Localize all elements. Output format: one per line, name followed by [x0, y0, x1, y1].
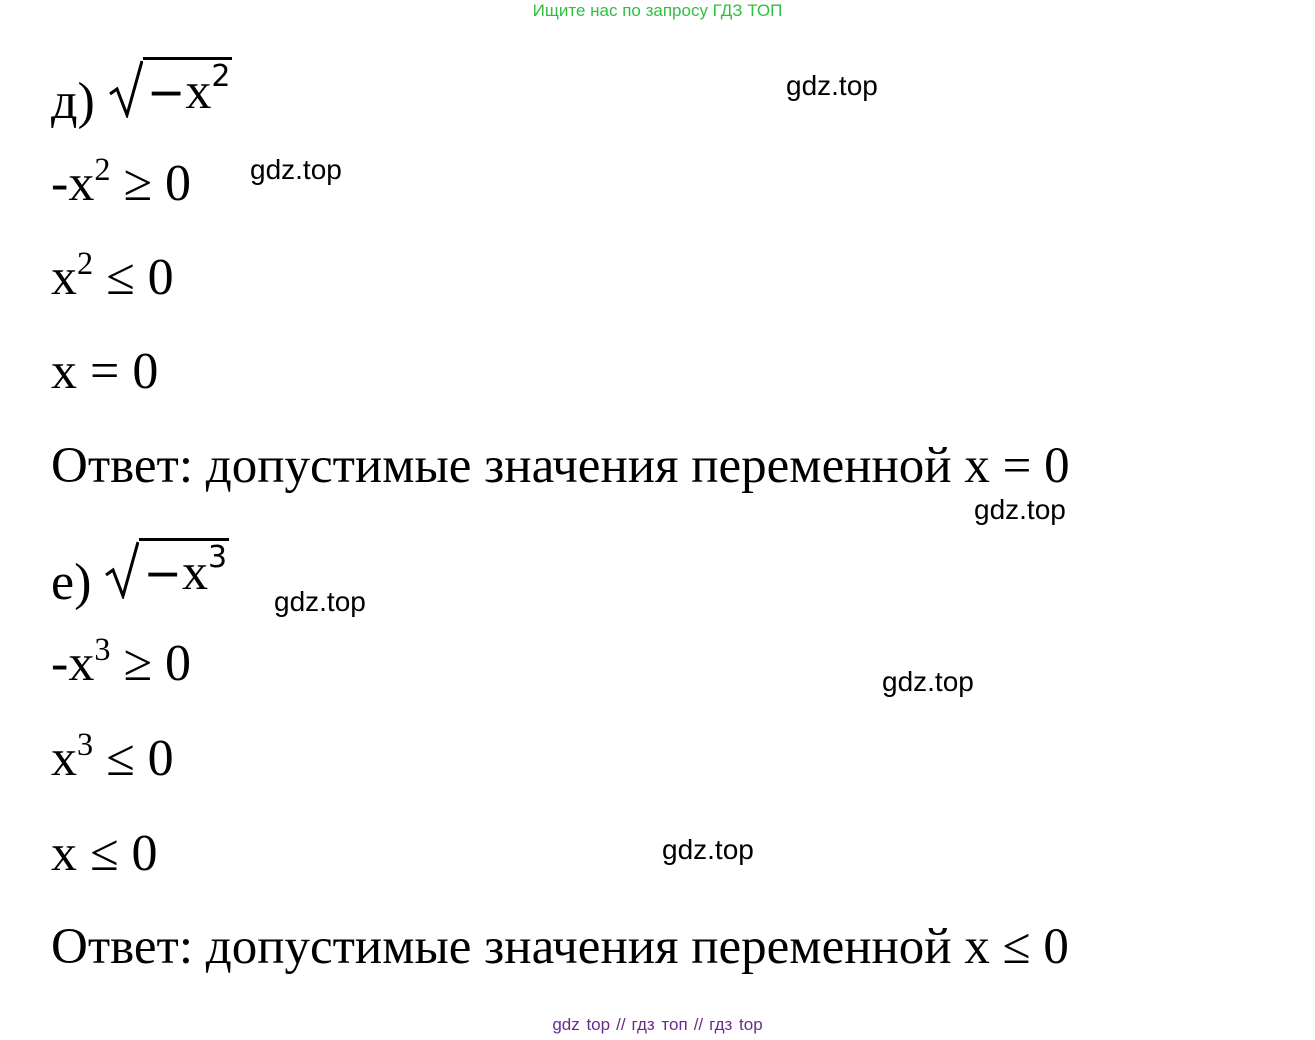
footer-separator: //: [693, 1015, 704, 1034]
part-e-radicand-sign: −: [143, 546, 182, 600]
footer-link-gdz-top-mixed[interactable]: гдз top: [709, 1015, 763, 1034]
footer-link-gdz-top[interactable]: gdz top: [552, 1015, 611, 1034]
part-d-radicand-var: x: [185, 63, 212, 120]
footer-link-gdz-top-ru[interactable]: гдз топ: [631, 1015, 688, 1034]
top-banner: Ищите нас по запросу ГДЗ ТОП: [532, 1, 783, 20]
sqrt-sign-icon: [109, 60, 143, 118]
footer-links: [0, 1015, 1315, 1035]
part-e-answer: Ответ: допустимые значения переменной x ≤ 0: [51, 919, 1069, 975]
watermark-text: gdz.top: [274, 586, 366, 617]
part-d-sqrt: [109, 57, 233, 118]
part-e-step2: [51, 726, 174, 787]
part-e-sqrt: [105, 538, 229, 599]
part-d-step1: [51, 151, 191, 212]
part-e-step1-lhs: -x: [51, 635, 95, 692]
part-d-step2: [51, 245, 174, 306]
part-d-answer: Ответ: допустимые значения переменной x = 0: [51, 438, 1070, 494]
watermark-text: gdz.top: [786, 70, 878, 101]
watermark-text: gdz.top: [882, 666, 974, 697]
watermark-text: gdz.top: [662, 834, 754, 865]
part-d-radicand-exp: 2: [211, 59, 231, 94]
part-d-step1-exp: 2: [94, 151, 111, 188]
part-e-header: [51, 538, 229, 609]
sqrt-sign-icon: [105, 541, 139, 599]
part-e-radicand-var: x: [181, 544, 208, 601]
part-e-step2-lhs: x: [51, 730, 77, 787]
part-e-label: е): [51, 554, 92, 611]
part-d-header: [51, 57, 232, 128]
part-d-step3: x = 0: [51, 343, 159, 400]
part-d-step2-exp: 2: [77, 245, 94, 282]
part-e-step3: x ≤ 0: [51, 825, 158, 882]
part-d-radicand: [143, 57, 233, 118]
part-e-step2-exp: 3: [77, 726, 94, 763]
part-e-radicand: [139, 538, 229, 599]
part-d-step1-lhs: -x: [51, 155, 95, 212]
part-e-step1-exp: 3: [94, 631, 111, 668]
part-d-label: д): [51, 73, 95, 130]
watermark-text: gdz.top: [250, 154, 342, 185]
part-e-step2-rhs: ≤ 0: [93, 730, 174, 787]
part-e-step1: [51, 631, 191, 692]
part-d-step2-lhs: x: [51, 249, 77, 306]
watermark-text: gdz.top: [974, 494, 1066, 525]
footer-separator: //: [616, 1015, 626, 1034]
part-d-step1-rhs: ≥ 0: [110, 155, 191, 212]
part-d-radicand-sign: −: [146, 65, 186, 119]
part-e-radicand-exp: 3: [207, 540, 228, 575]
part-d-step2-rhs: ≤ 0: [93, 249, 174, 306]
part-e-step1-rhs: ≥ 0: [110, 635, 191, 692]
